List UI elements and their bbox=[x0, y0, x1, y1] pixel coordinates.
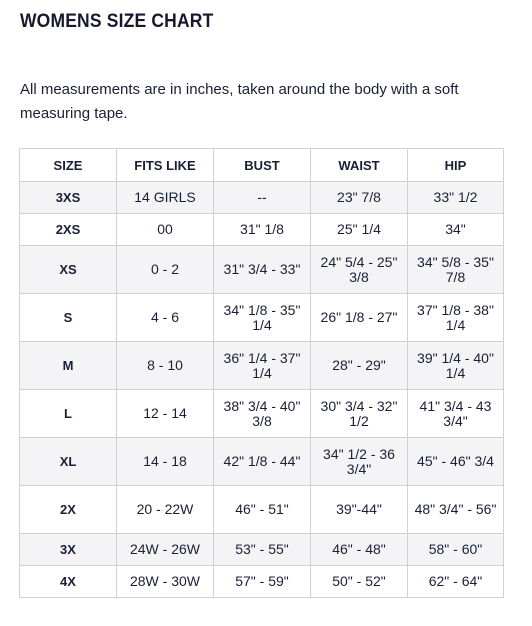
header-waist: WAIST bbox=[311, 149, 408, 182]
bust-cell: 31" 1/8 bbox=[214, 214, 311, 246]
hip-cell: 34" 5/8 - 35" 7/8 bbox=[408, 246, 504, 294]
hip-cell: 34" bbox=[408, 214, 504, 246]
table-row bbox=[20, 534, 504, 566]
table-row bbox=[20, 342, 504, 390]
fits-like-cell: 0 - 2 bbox=[117, 246, 214, 294]
bust-cell: 36" 1/4 - 37" 1/4 bbox=[214, 342, 311, 390]
waist-cell: 26" 1/8 - 27" bbox=[311, 294, 408, 342]
fits-like-cell: 8 - 10 bbox=[117, 342, 214, 390]
waist-cell: 25" 1/4 bbox=[311, 214, 408, 246]
size-cell: 4X bbox=[20, 566, 117, 598]
hip-cell: 62" - 64" bbox=[408, 566, 504, 598]
size-cell: 2X bbox=[20, 486, 117, 534]
bust-cell: 53" - 55" bbox=[214, 534, 311, 566]
waist-cell: 34" 1/2 - 36 3/4" bbox=[311, 438, 408, 486]
bust-cell: 34" 1/8 - 35" 1/4 bbox=[214, 294, 311, 342]
fits-like-cell: 14 - 18 bbox=[117, 438, 214, 486]
header-size: SIZE bbox=[20, 149, 117, 182]
waist-cell: 50" - 52" bbox=[311, 566, 408, 598]
size-cell: M bbox=[20, 342, 117, 390]
header-fits-like: FITS LIKE bbox=[117, 149, 214, 182]
waist-cell: 46" - 48" bbox=[311, 534, 408, 566]
table-row bbox=[20, 566, 504, 598]
fits-like-cell: 4 - 6 bbox=[117, 294, 214, 342]
fits-like-cell: 12 - 14 bbox=[117, 390, 214, 438]
hip-cell: 41" 3/4 - 43 3/4" bbox=[408, 390, 504, 438]
bust-cell: 38" 3/4 - 40" 3/8 bbox=[214, 390, 311, 438]
fits-like-cell: 20 - 22W bbox=[117, 486, 214, 534]
waist-cell: 24" 5/4 - 25" 3/8 bbox=[311, 246, 408, 294]
hip-cell: 58" - 60" bbox=[408, 534, 504, 566]
bust-cell: 57" - 59" bbox=[214, 566, 311, 598]
hip-cell: 37" 1/8 - 38" 1/4 bbox=[408, 294, 504, 342]
size-cell: XS bbox=[20, 246, 117, 294]
waist-cell: 28" - 29" bbox=[311, 342, 408, 390]
page-title: WOMENS SIZE CHART bbox=[20, 11, 214, 32]
table-row bbox=[20, 182, 504, 214]
table-row bbox=[20, 214, 504, 246]
size-cell: 2XS bbox=[20, 214, 117, 246]
bust-cell: -- bbox=[214, 182, 311, 214]
size-chart-table bbox=[19, 148, 504, 598]
bust-cell: 31" 3/4 - 33" bbox=[214, 246, 311, 294]
table-row bbox=[20, 438, 504, 486]
size-cell: XL bbox=[20, 438, 117, 486]
waist-cell: 23" 7/8 bbox=[311, 182, 408, 214]
hip-cell: 39" 1/4 - 40" 1/4 bbox=[408, 342, 504, 390]
table-row bbox=[20, 294, 504, 342]
waist-cell: 30" 3/4 - 32" 1/2 bbox=[311, 390, 408, 438]
table-row bbox=[20, 390, 504, 438]
table-header-row bbox=[20, 149, 504, 182]
hip-cell: 48" 3/4" - 56" bbox=[408, 486, 504, 534]
fits-like-cell: 14 GIRLS bbox=[117, 182, 214, 214]
waist-cell: 39"-44" bbox=[311, 486, 408, 534]
size-cell: L bbox=[20, 390, 117, 438]
size-cell: 3X bbox=[20, 534, 117, 566]
size-cell: S bbox=[20, 294, 117, 342]
fits-like-cell: 28W - 30W bbox=[117, 566, 214, 598]
table-row bbox=[20, 486, 504, 534]
size-cell: 3XS bbox=[20, 182, 117, 214]
table-row bbox=[20, 246, 504, 294]
hip-cell: 45" - 46" 3/4 bbox=[408, 438, 504, 486]
header-hip: HIP bbox=[408, 149, 504, 182]
bust-cell: 46" - 51" bbox=[214, 486, 311, 534]
measurement-instructions: All measurements are in inches, taken around the body with a soft measuring tape. bbox=[20, 81, 459, 122]
fits-like-cell: 24W - 26W bbox=[117, 534, 214, 566]
hip-cell: 33" 1/2 bbox=[408, 182, 504, 214]
header-bust: BUST bbox=[214, 149, 311, 182]
fits-like-cell: 00 bbox=[117, 214, 214, 246]
bust-cell: 42" 1/8 - 44" bbox=[214, 438, 311, 486]
